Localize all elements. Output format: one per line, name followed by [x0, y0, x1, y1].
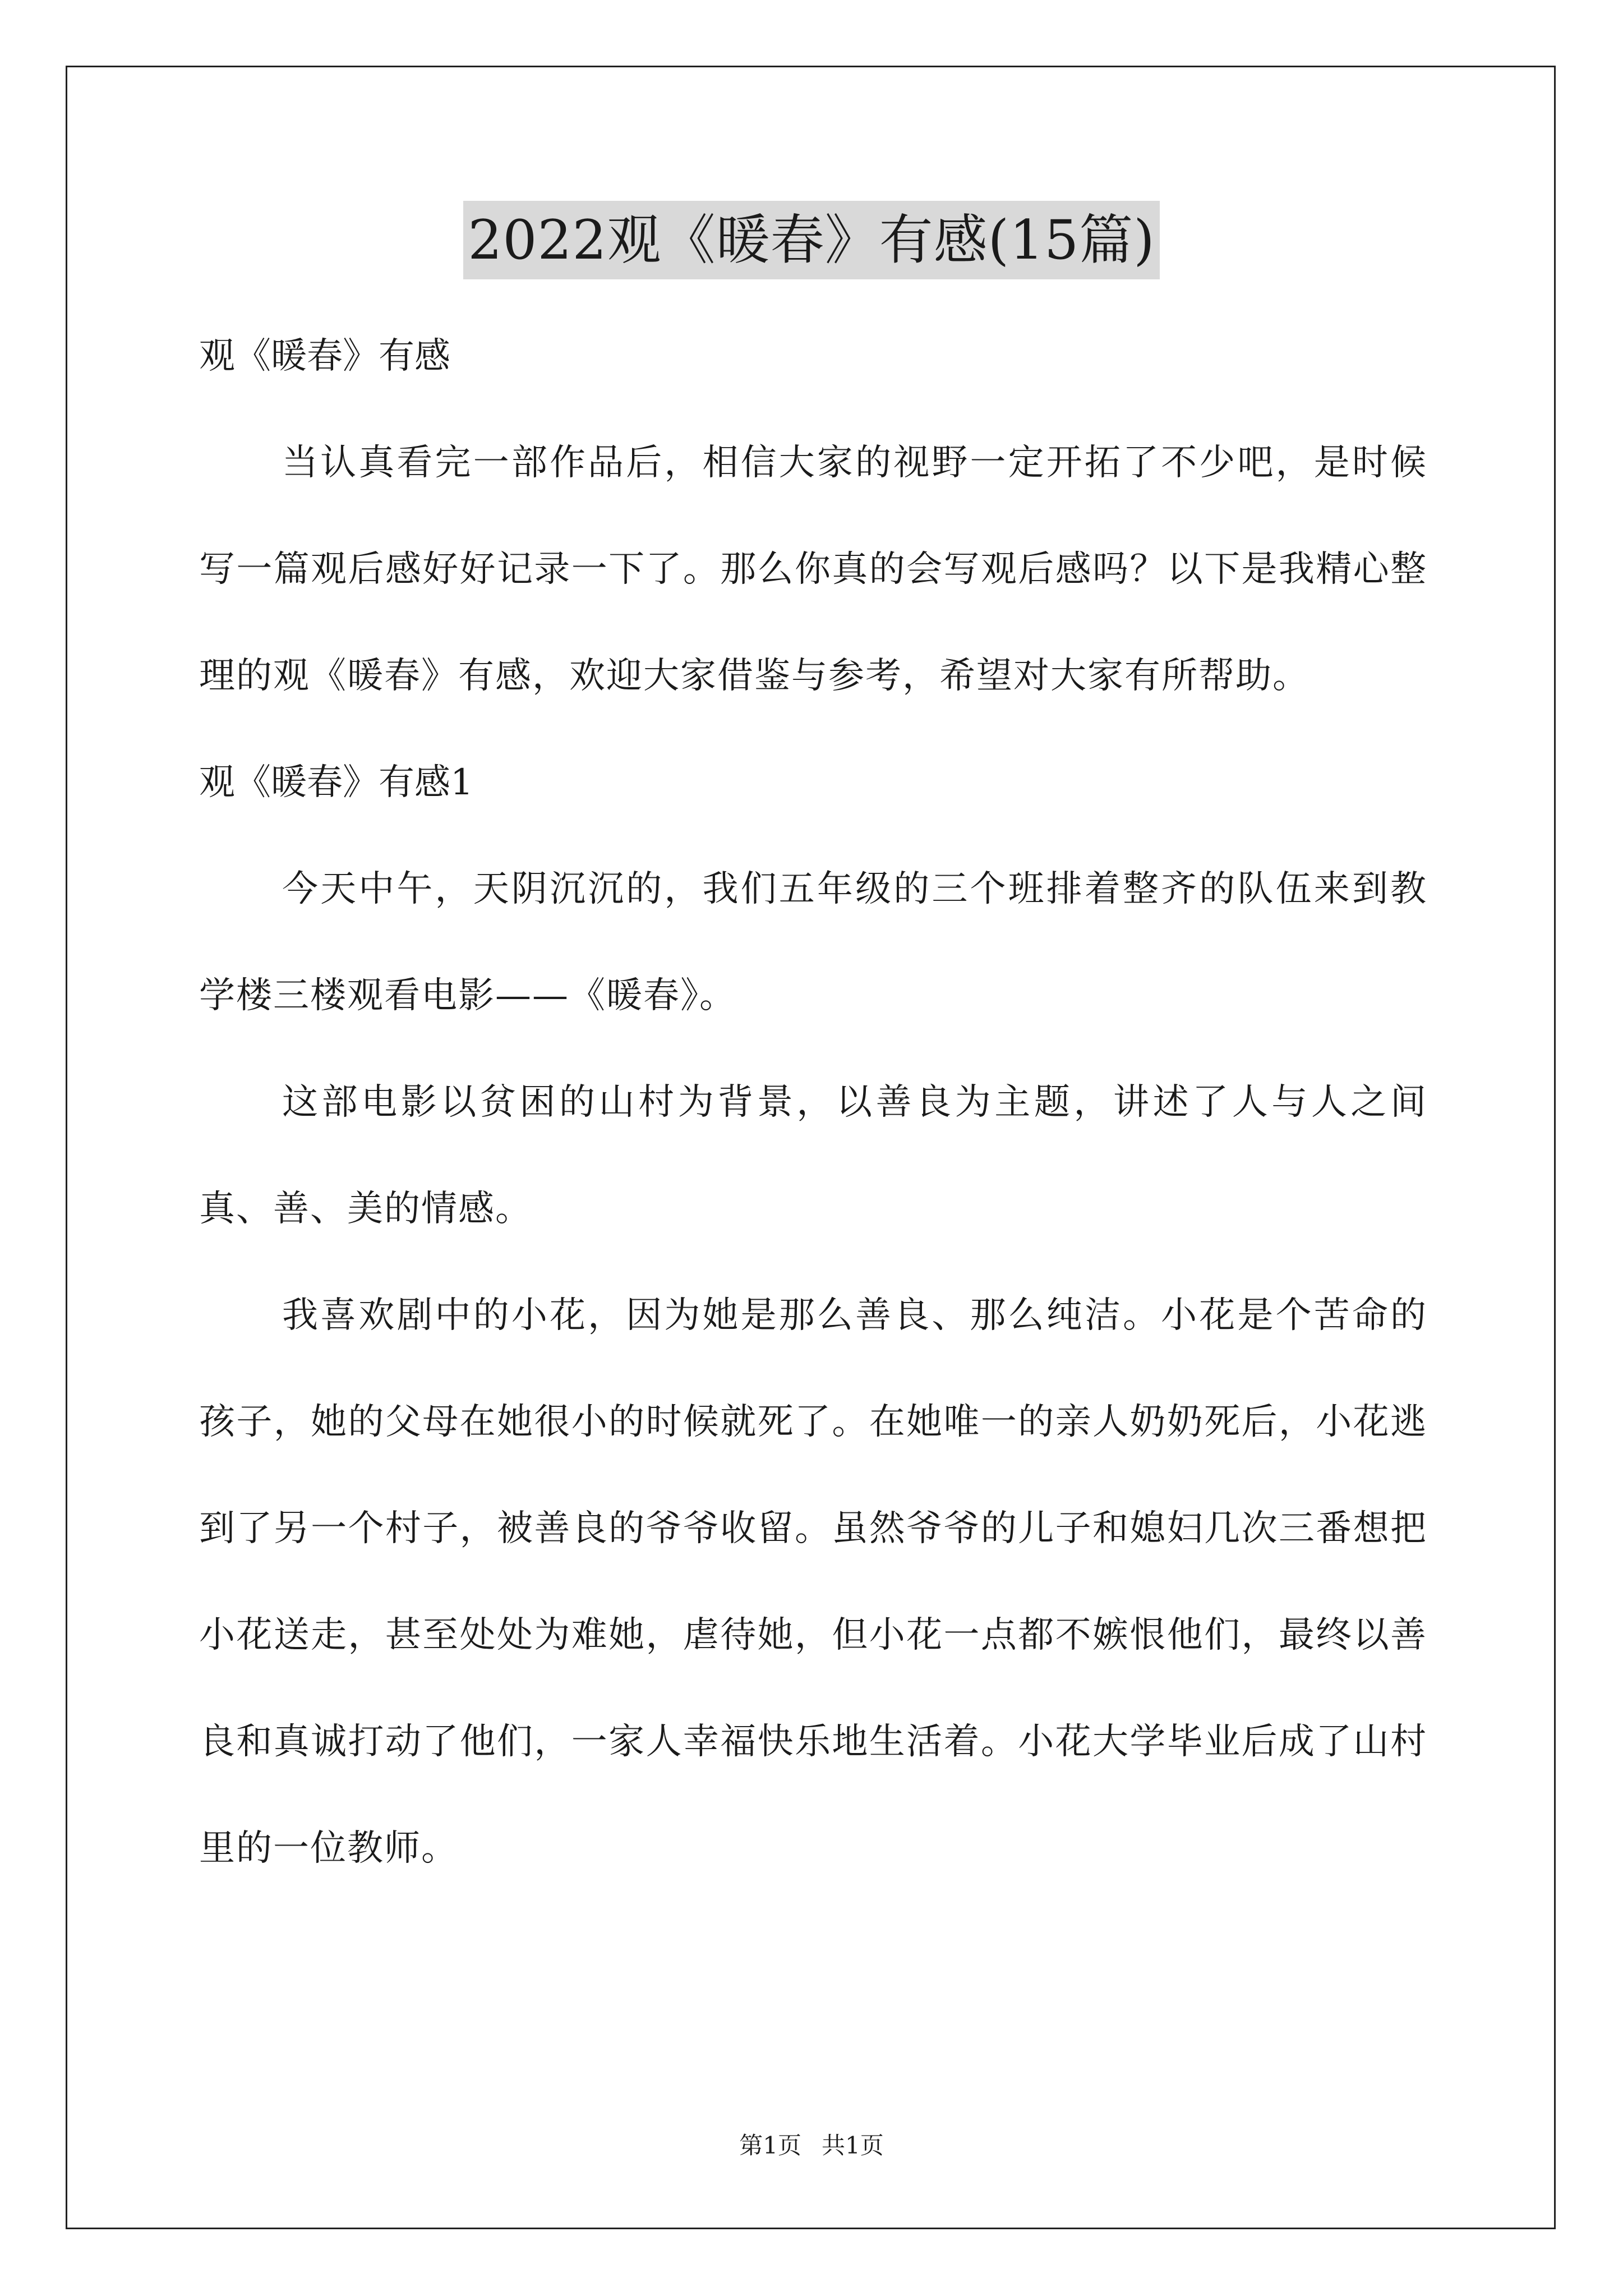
section-heading: 观《暖春》有感1: [199, 762, 473, 803]
paragraph: 我喜欢剧中的小花，因为她是那么善良、那么纯洁。小花是个苦命的孩子，她的父母在她很小的时候就死了。在她唯一的亲人奶奶死后，小花逃到了另一个村子，被善良的爷爷收留。虽然爷爷的儿子和媳妇几次三番想把小花送走，甚至处处为难她，虐待她，但小花一点都不嫉恨他们，最终以善良和真诚打动了他们，一家人幸福快乐地生活着。小花大学毕业后成了山村里的一位教师。: [199, 1295, 1427, 1869]
page-footer: [0, 2129, 1623, 2162]
paragraph: 当认真看完一部作品后，相信大家的视野一定开拓了不少吧，是时候写一篇观后感好好记录一下了。那么你真的会写观后感吗？以下是我精心整理的观《暖春》有感，欢迎大家借鉴与参考，希望对大家有所帮助。: [199, 442, 1427, 697]
paragraph: 今天中午，天阴沉沉的，我们五年级的三个班排着整齐的队伍来到教学楼三楼观看电影——《暖春》。: [199, 868, 1427, 1016]
document-title: 2022观《暖春》有感(15篇): [463, 201, 1159, 279]
section-heading: 观《暖春》有感: [199, 335, 450, 377]
page-number: 第1页: [739, 2132, 801, 2159]
document-body: [199, 303, 1427, 1902]
paragraph: 这部电影以贫困的山村为背景，以善良为主题，讲述了人与人之间真、善、美的情感。: [199, 1082, 1427, 1230]
page-total: 共1页: [822, 2132, 884, 2159]
title-wrap: [0, 201, 1623, 279]
